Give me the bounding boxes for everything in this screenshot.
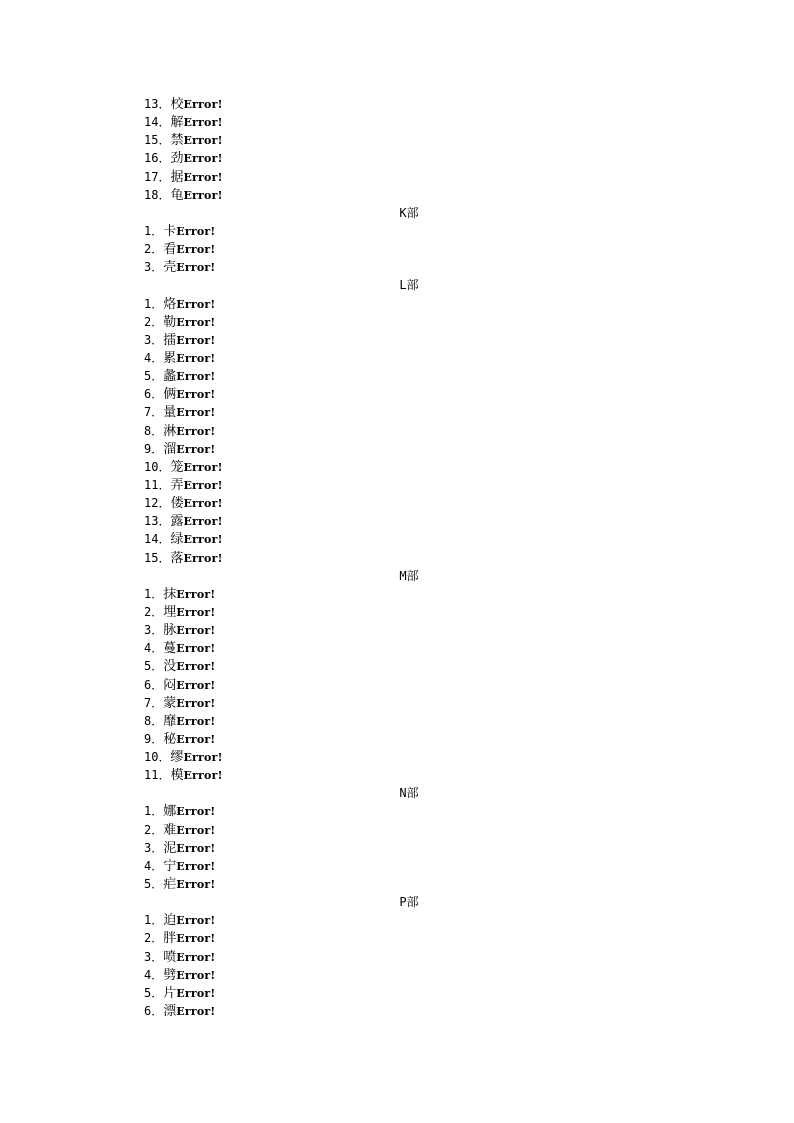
- list-item: [0, 585, 794, 603]
- item-number: 10．: [144, 459, 171, 474]
- list-item: [0, 966, 794, 984]
- error-text: Error!: [183, 769, 223, 783]
- item-character: 脉: [163, 623, 177, 639]
- item-number: 2．: [144, 931, 164, 946]
- item-number: 7．: [144, 695, 164, 710]
- item-character: 喷: [163, 949, 177, 965]
- error-text: Error!: [183, 134, 223, 148]
- error-text: Error!: [176, 424, 216, 438]
- item-number: 16．: [144, 151, 171, 166]
- item-character: 蠡: [163, 369, 177, 385]
- error-text: Error!: [176, 243, 216, 257]
- item-character: 抹: [163, 586, 177, 602]
- error-text: Error!: [183, 478, 223, 492]
- item-character: 俩: [163, 387, 177, 403]
- item-number: 14．: [144, 115, 171, 130]
- item-character: 露: [170, 514, 184, 530]
- error-text: Error!: [176, 968, 216, 982]
- item-character: 迫: [163, 913, 177, 929]
- list-item: [0, 113, 794, 131]
- item-number: 12．: [144, 496, 171, 511]
- item-number: 3．: [144, 260, 164, 275]
- list-item: [0, 131, 794, 149]
- list-item: [0, 839, 794, 857]
- error-text: Error!: [176, 805, 216, 819]
- item-character: 淋: [163, 423, 177, 439]
- item-number: 5．: [144, 659, 164, 674]
- error-text: Error!: [176, 986, 216, 1000]
- item-character: 片: [163, 985, 177, 1001]
- item-character: 胖: [163, 931, 177, 947]
- item-number: 13．: [144, 97, 171, 111]
- item-character: 娜: [163, 804, 177, 820]
- list-item: [0, 476, 794, 494]
- item-number: 3．: [144, 840, 164, 855]
- item-character: 缪: [170, 750, 184, 766]
- list-item: [0, 403, 794, 421]
- item-character: 累: [163, 350, 177, 366]
- list-item: [0, 240, 794, 258]
- item-character: 漂: [163, 1004, 177, 1020]
- list-item: [0, 331, 794, 349]
- list-item: [0, 621, 794, 639]
- section-heading-text: L部: [399, 278, 419, 293]
- list-item: [0, 821, 794, 839]
- error-text: Error!: [176, 732, 216, 746]
- item-number: 14．: [144, 532, 171, 547]
- section-heading: [0, 567, 794, 585]
- item-number: 6．: [144, 387, 164, 402]
- item-number: 3．: [144, 332, 164, 347]
- document-page: [0, 95, 794, 1020]
- item-character: 溜: [163, 441, 177, 457]
- error-text: Error!: [176, 297, 216, 311]
- section-heading-text: N部: [399, 786, 419, 801]
- error-text: Error!: [176, 370, 216, 384]
- item-number: 4．: [144, 350, 164, 365]
- item-number: 4．: [144, 641, 164, 656]
- error-text: Error!: [176, 642, 216, 656]
- error-text: Error!: [183, 188, 223, 202]
- list-item: [0, 857, 794, 875]
- list-item: [0, 349, 794, 367]
- error-text: Error!: [183, 515, 223, 529]
- section-heading: [0, 204, 794, 222]
- item-character: 偻: [170, 496, 184, 512]
- list-item: [0, 639, 794, 657]
- item-number: 15．: [144, 133, 171, 148]
- list-item: [0, 1002, 794, 1020]
- item-number: 7．: [144, 405, 164, 420]
- item-number: 1．: [144, 586, 164, 601]
- section-heading-text: P部: [399, 895, 419, 910]
- item-number: 4．: [144, 858, 164, 873]
- item-character: 据: [170, 169, 184, 185]
- list-item: [0, 367, 794, 385]
- error-text: Error!: [176, 388, 216, 402]
- error-text: Error!: [176, 351, 216, 365]
- item-character: 难: [163, 822, 177, 838]
- list-item: [0, 458, 794, 476]
- item-number: 1．: [144, 804, 164, 819]
- item-character: 擂: [163, 332, 177, 348]
- list-item: [0, 730, 794, 748]
- error-text: Error!: [183, 152, 223, 166]
- error-text: Error!: [176, 841, 216, 855]
- error-text: Error!: [176, 1005, 216, 1019]
- section-heading: [0, 276, 794, 294]
- item-character: 落: [170, 550, 184, 566]
- error-text: Error!: [176, 678, 216, 692]
- error-text: Error!: [183, 116, 223, 130]
- item-number: 2．: [144, 604, 164, 619]
- error-text: Error!: [183, 98, 223, 111]
- item-number: 10．: [144, 750, 171, 765]
- list-item: [0, 95, 794, 113]
- item-number: 9．: [144, 441, 164, 456]
- item-character: 靡: [163, 713, 177, 729]
- error-text: Error!: [176, 660, 216, 674]
- item-character: 弄: [170, 477, 184, 493]
- item-number: 8．: [144, 423, 164, 438]
- list-item: [0, 984, 794, 1002]
- item-number: 2．: [144, 242, 164, 257]
- error-text: Error!: [176, 878, 216, 892]
- error-text: Error!: [176, 224, 216, 238]
- error-text: Error!: [176, 261, 216, 275]
- item-character: 绿: [170, 532, 184, 548]
- list-item: [0, 712, 794, 730]
- error-text: Error!: [176, 914, 216, 928]
- item-number: 8．: [144, 713, 164, 728]
- error-text: Error!: [176, 442, 216, 456]
- section-heading: [0, 893, 794, 911]
- error-text: Error!: [183, 170, 223, 184]
- list-item: [0, 948, 794, 966]
- error-text: Error!: [176, 605, 216, 619]
- item-character: 埋: [163, 604, 177, 620]
- item-number: 3．: [144, 623, 164, 638]
- error-text: Error!: [176, 315, 216, 329]
- error-text: Error!: [176, 624, 216, 638]
- item-character: 量: [163, 405, 177, 421]
- list-item: [0, 422, 794, 440]
- item-number: 9．: [144, 731, 164, 746]
- section-heading-text: K部: [399, 205, 419, 220]
- item-number: 6．: [144, 1004, 164, 1019]
- error-text: Error!: [176, 950, 216, 964]
- section-heading-text: M部: [399, 568, 419, 583]
- list-item: [0, 149, 794, 167]
- list-item: [0, 440, 794, 458]
- list-item: [0, 603, 794, 621]
- section-heading: [0, 784, 794, 802]
- error-text: Error!: [176, 333, 216, 347]
- item-character: 笼: [170, 459, 184, 475]
- error-text: Error!: [176, 406, 216, 420]
- error-text: Error!: [183, 497, 223, 511]
- item-character: 禁: [170, 133, 184, 149]
- item-number: 5．: [144, 985, 164, 1000]
- list-item: [0, 313, 794, 331]
- item-character: 闷: [163, 677, 177, 693]
- list-item: [0, 911, 794, 929]
- item-number: 5．: [144, 369, 164, 384]
- item-character: 勒: [163, 314, 177, 330]
- item-number: 2．: [144, 822, 164, 837]
- list-item: [0, 802, 794, 820]
- item-character: 龟: [170, 187, 184, 203]
- item-character: 卡: [163, 223, 177, 239]
- item-number: 6．: [144, 677, 164, 692]
- item-character: 劲: [170, 151, 184, 167]
- item-number: 1．: [144, 296, 164, 311]
- error-text: Error!: [183, 460, 223, 474]
- error-text: Error!: [176, 714, 216, 728]
- item-number: 2．: [144, 314, 164, 329]
- item-character: 蔓: [163, 641, 177, 657]
- list-item: [0, 676, 794, 694]
- list-item: [0, 258, 794, 276]
- item-character: 校: [170, 97, 184, 112]
- list-item: [0, 657, 794, 675]
- item-number: 11．: [144, 768, 171, 783]
- error-text: Error!: [176, 859, 216, 873]
- error-text: Error!: [176, 696, 216, 710]
- list-item: [0, 385, 794, 403]
- list-item: [0, 875, 794, 893]
- list-item: [0, 549, 794, 567]
- list-item: [0, 168, 794, 186]
- item-number: 13．: [144, 514, 171, 529]
- item-character: 疟: [163, 877, 177, 893]
- list-item: [0, 512, 794, 530]
- item-number: 3．: [144, 949, 164, 964]
- item-character: 劈: [163, 967, 177, 983]
- error-text: Error!: [183, 551, 223, 565]
- item-number: 18．: [144, 187, 171, 202]
- item-number: 5．: [144, 877, 164, 892]
- list-item: [0, 766, 794, 784]
- item-character: 看: [163, 242, 177, 258]
- list-item: [0, 530, 794, 548]
- item-number: 17．: [144, 169, 171, 184]
- item-character: 宁: [163, 858, 177, 874]
- error-text: Error!: [176, 823, 216, 837]
- item-character: 壳: [163, 260, 177, 276]
- item-number: 1．: [144, 223, 164, 238]
- error-text: Error!: [183, 751, 223, 765]
- item-character: 模: [170, 768, 184, 784]
- item-number: 15．: [144, 550, 171, 565]
- item-character: 没: [163, 659, 177, 675]
- list-item: [0, 222, 794, 240]
- item-number: 11．: [144, 477, 171, 492]
- item-character: 秘: [163, 731, 177, 747]
- list-item: [0, 295, 794, 313]
- item-character: 烙: [163, 296, 177, 312]
- item-character: 蒙: [163, 695, 177, 711]
- item-character: 解: [170, 115, 184, 131]
- list-item: [0, 748, 794, 766]
- list-item: [0, 929, 794, 947]
- error-text: Error!: [176, 932, 216, 946]
- error-text: Error!: [183, 533, 223, 547]
- list-item: [0, 494, 794, 512]
- item-number: 1．: [144, 913, 164, 928]
- list-item: [0, 694, 794, 712]
- item-number: 4．: [144, 967, 164, 982]
- list-item: [0, 186, 794, 204]
- item-character: 泥: [163, 840, 177, 856]
- error-text: Error!: [176, 587, 216, 601]
